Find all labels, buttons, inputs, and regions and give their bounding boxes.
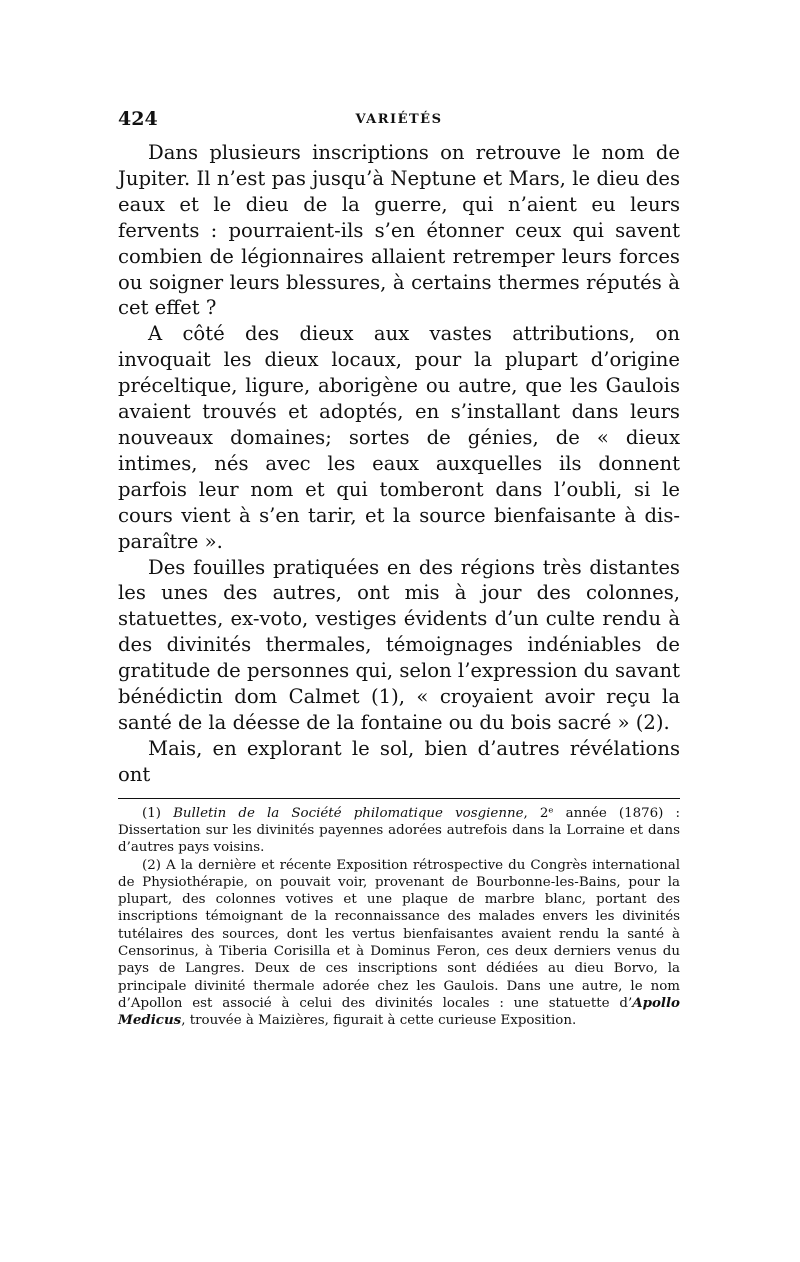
footnote-marker: (1) [142, 805, 174, 821]
footnote-1 [118, 805, 680, 857]
footnotes [118, 805, 680, 1030]
footnote-divider [118, 798, 680, 799]
footnote-text: , trouvée à Maizières, figurait à cette curieuse Exposition. [181, 1013, 577, 1029]
footnote-2 [118, 857, 680, 1030]
section-title: VARIÉTÉS [355, 112, 443, 127]
running-head [118, 100, 680, 140]
footnote-journal-title: Bulletin de la Société philomatique vosgienne [173, 805, 524, 821]
paragraph: Des fouilles pratiquées en des régions très distantes les unes des autres, ont mis à jour des colonnes, statuettes, ex-voto, vestiges évidents d’un culte rendu à des divinités thermales, témoignages indéniables de gratitude de personnes qui, selon l’expression du savant bénédictin dom Calmet (1), « croyaient avoir reçu la santé de la déesse de la fontaine ou du bois sacré » (2). [118, 555, 680, 734]
paragraph: Mais, en explorant le sol, bien d’autres révélations ont [118, 736, 680, 786]
footnote-emphasis: Apollo Medicus [118, 994, 680, 1029]
page-number: 424 [118, 108, 158, 130]
paragraph: A côté des dieux aux vastes attributions, on invoquait les dieux locaux, pour la plupart d’origine préceltique, ligure, aborigène ou autre, que les Gaulois avaient trouvés et adoptés, en s’installant dans leurs nouveaux domaines; sortes de génies, de « dieux intimes, nés avec les eaux auxquelles ils donnent parfois leur nom et qui tomberont dans l’oubli, si le cours vient à s’en tarir, et la source bienfaisante à disparaître ». [118, 322, 680, 553]
paragraph: Dans plusieurs inscriptions on retrouve le nom de Jupiter. Il n’est pas jusqu’à Neptune et Mars, le dieu des eaux et le dieu de la guerre, qui n’aient eu leurs fervents : pourraient-ils s’en étonner ceux qui savent combien de légionnaires allaient retremper leurs forces ou soigner leurs blessures, à certains thermes réputés à cet effet ? [118, 141, 680, 320]
book-page [118, 100, 680, 1030]
footnote-text: (2) A la dernière et récente Exposition rétrospective du Congrès international de Physiothérapie, on pouvait voir, provenant de Bourbonne-les-Bains, pour la plupart, des colonnes votives et une plaque de marbre blanc, portant des inscriptions témoignant de la reconnaissance des malades envers les divinités tutélaires des sources, dont les vertus bienfaisantes avaient rendu la santé à Censorinus, à Tiberia Corisilla et à Dominus Feron, ces deux derniers venus du pays de Langres. Deux de ces inscriptions sont dédiées au dieu Borvo, la principale divinité thermale adorée chez les Gaulois. Dans une autre, le nom d’Apollon est associé à celui des divinités locales : une statuette d’ [118, 857, 680, 1011]
footnote-text: , 2ᵉ année (1876) : Dissertation sur les divinités payennes adorées autrefois dans la Lorraine et dans d’autres pays voisins. [118, 805, 680, 856]
body-text [118, 140, 680, 788]
